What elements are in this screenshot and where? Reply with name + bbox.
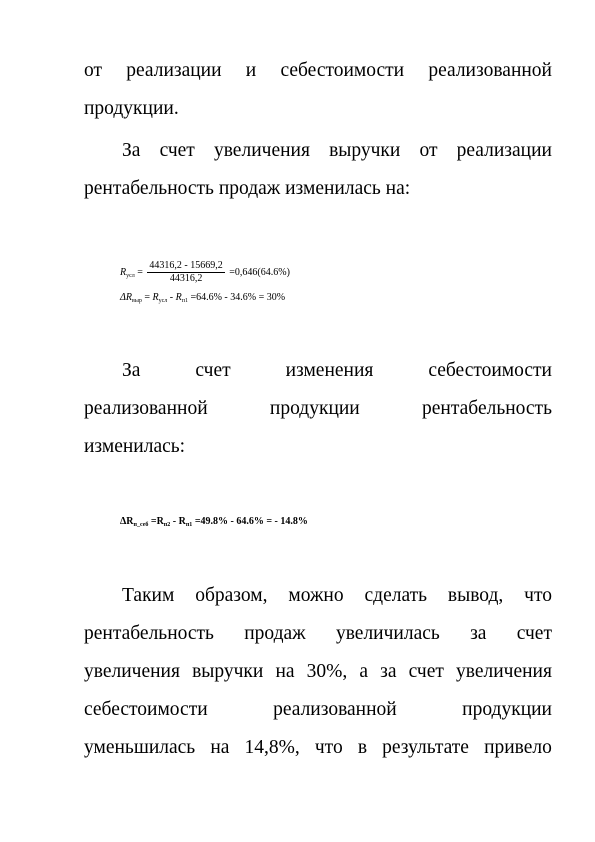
paragraph-4-line-3	[84, 653, 552, 691]
word: счет	[516, 623, 552, 644]
word: реализации	[456, 140, 552, 161]
word: образом,	[195, 585, 268, 606]
word: продукции	[462, 699, 552, 720]
formula-2-rest: =64.6% - 34.6% = 30%	[190, 292, 286, 303]
word: выручки	[192, 661, 264, 682]
word: увеличилась	[335, 623, 440, 644]
word: 30%,	[306, 661, 348, 682]
paragraph-4-line-2	[84, 615, 552, 653]
word: реализованной	[273, 699, 397, 720]
formula-2-term1: R	[152, 292, 159, 303]
word: и	[245, 60, 257, 81]
word: что	[524, 585, 552, 606]
formula-1-result: =0,646(64.6%)	[229, 266, 290, 278]
word: можно	[288, 585, 344, 606]
formula-2-term1-sub: усл	[158, 298, 168, 304]
formula-2-term2-sub: п1	[181, 298, 188, 304]
word: увеличения	[213, 140, 310, 161]
formula-3-delta: ΔR	[120, 516, 134, 527]
paragraph-2	[84, 132, 552, 208]
formula-3-term1-sub: п2	[163, 522, 171, 528]
word: за	[380, 661, 397, 682]
word: на	[210, 737, 230, 758]
formula-3-term1: R	[156, 516, 164, 527]
word: рентабельность	[422, 398, 552, 419]
paragraph-4-line-1	[84, 577, 552, 615]
word: в	[357, 737, 368, 758]
word: 14,8%,	[244, 737, 300, 758]
word: продукции	[269, 398, 360, 419]
formula-3-rest: =49.8% - 64.6% = - 14.8%	[192, 516, 308, 527]
formula-1-lhs-sub: усл	[126, 272, 135, 279]
word: уменьшилась	[84, 737, 196, 758]
paragraph-3	[84, 352, 552, 466]
word: за	[470, 623, 487, 644]
formula-3-term2-sub: п1	[185, 522, 193, 528]
paragraph-1	[84, 52, 552, 128]
word: результате	[382, 737, 469, 758]
paragraph-2-line-2: рентабельность продаж изменилась на:	[84, 178, 411, 199]
word: За	[122, 140, 141, 161]
word: от	[419, 140, 438, 161]
formula-cost-change	[120, 516, 308, 531]
paragraph-4-line-5	[84, 729, 552, 767]
word: За	[122, 360, 141, 381]
word: выручки	[329, 140, 401, 161]
word: вывод,	[447, 585, 504, 606]
formula-2-minus: -	[167, 292, 176, 303]
word: что	[314, 737, 343, 758]
formula-1-eq: =	[137, 266, 143, 278]
paragraph-3-line-3: изменилась:	[84, 436, 186, 457]
paragraph-4	[84, 577, 552, 767]
word: Таким	[122, 585, 175, 606]
formula-2-eq: =	[144, 292, 150, 303]
formula-revenue-change	[120, 292, 285, 307]
formula-3-eq: =	[148, 516, 157, 527]
word: счет	[159, 140, 195, 161]
word: увеличения	[456, 661, 552, 682]
word: на	[275, 661, 295, 682]
formula-3-delta-sub: п_себ	[133, 522, 149, 528]
word: сделать	[364, 585, 428, 606]
formula-1-fraction	[147, 260, 224, 285]
word: себестоимости	[280, 60, 405, 81]
formula-1-lhs: R	[120, 266, 127, 278]
paragraph-4-line-4	[84, 691, 552, 729]
word: реализации	[126, 60, 222, 81]
word: продаж	[244, 623, 306, 644]
paragraph-2-line-1	[84, 132, 552, 170]
paragraph-1-line-2: продукции.	[84, 98, 179, 119]
formula-3-term2: R	[178, 516, 186, 527]
formula-2-delta-sub: выр	[131, 298, 142, 304]
word: счет	[408, 661, 444, 682]
word: себестоимости	[84, 699, 208, 720]
formula-2-delta: ΔR	[120, 292, 132, 303]
formula-profitability-conditional	[120, 260, 290, 285]
word: а	[359, 661, 369, 682]
word: привело	[484, 737, 552, 758]
formula-1-numerator: 44316,2 - 15669,2	[149, 260, 223, 271]
paragraph-3-line-2	[84, 390, 552, 428]
word: счет	[195, 360, 231, 381]
word: реализованной	[428, 60, 552, 81]
word: реализованной	[84, 398, 208, 419]
formula-2-term2: R	[175, 292, 182, 303]
word: себестоимости	[428, 360, 552, 381]
word: рентабельность	[84, 623, 214, 644]
word: от	[84, 60, 103, 81]
formula-3-minus: -	[170, 516, 179, 527]
word: увеличения	[84, 661, 180, 682]
formula-1-denominator: 44316,2	[169, 273, 203, 284]
paragraph-3-line-1	[84, 352, 552, 390]
word: изменения	[285, 360, 374, 381]
paragraph-1-line-1	[84, 52, 552, 90]
